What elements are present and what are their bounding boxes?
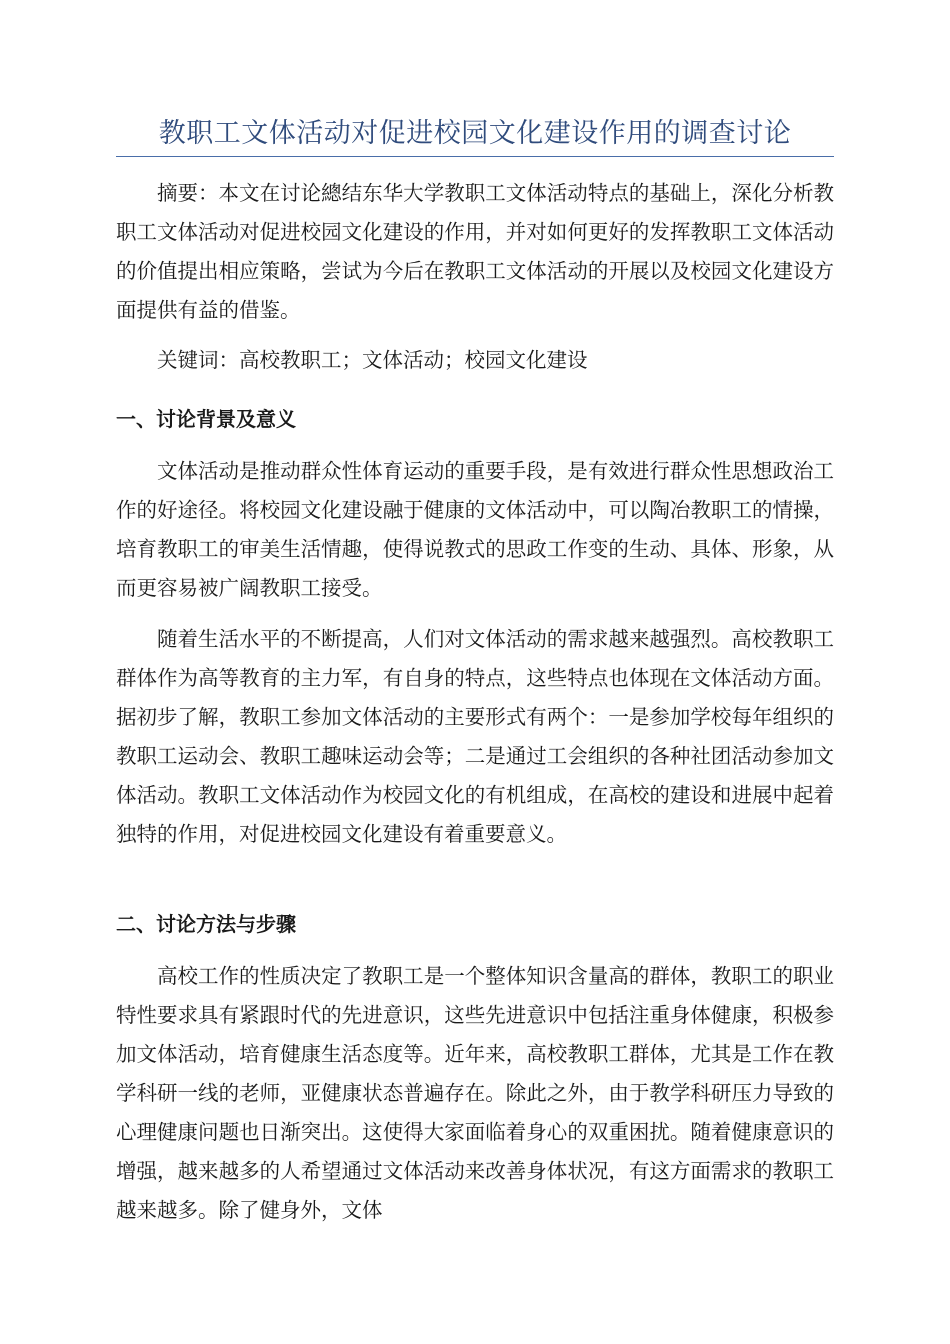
document-title: 教职工文体活动对促进校园文化建设作用的调查讨论 [158,118,792,149]
section-1-paragraph-1: 文体活动是推动群众性体育运动的重要手段，是有效进行群众性思想政治工作的好途径。将校园文化建设融于健康的文体活动中，可以陶冶教职工的情操，培育教职工的审美生活情趣，使得说教式的思政工作变的生动、具体、形象，从而更容易被广阔教职工接受。 [116,459,834,600]
section-1-paragraph-2: 随着生活水平的不断提高，人们对文体活动的需求越来越强烈。高校教职工群体作为高等教育的主力军，有自身的特点，这些特点也体现在文体活动方面。据初步了解，教职工参加文体活动的主要形式有两个：一是参加学校每年组织的教职工运动会、教职工趣味运动会等；二是通过工会组织的各种社团活动参加文体活动。教职工文体活动作为校园文化的有机组成，在高校的建设和进展中起着独特的作用，对促进校园文化建设有着重要意义。 [116,627,834,846]
keywords-line: 关键词：高校教职工；文体活动；校园文化建设 [157,348,588,372]
abstract-paragraph: 摘要：本文在讨论總结东华大学教职工文体活动特点的基础上，深化分析教职工文体活动对促进校园文化建设的作用，并对如何更好的发挥教职工文体活动的价值提出相应策略，尝试为今后在教职工文体活动的开展以及校园文化建设方面提供有益的借鉴。 [116,181,834,322]
section-heading-1: 一、讨论背景及意义 [116,407,296,431]
section-heading-2: 二、讨论方法与步骤 [116,912,296,936]
title-underline [116,156,834,157]
section-2-paragraph-1: 高校工作的性质决定了教职工是一个整体知识含量高的群体，教职工的职业特性要求具有紧跟时代的先进意识，这些先进意识中包括注重身体健康，积极参加文体活动，培育健康生活态度等。近年来，高校教职工群体，尤其是工作在教学科研一线的老师，亚健康状态普遍存在。除此之外，由于教学科研压力导致的心理健康问题也日渐突出。这使得大家面临着身心的双重困扰。随着健康意识的增强，越来越多的人希望通过文体活动来改善身体状况，有这方面需求的教职工越来越多。除了健身外，文体 [116,964,834,1222]
